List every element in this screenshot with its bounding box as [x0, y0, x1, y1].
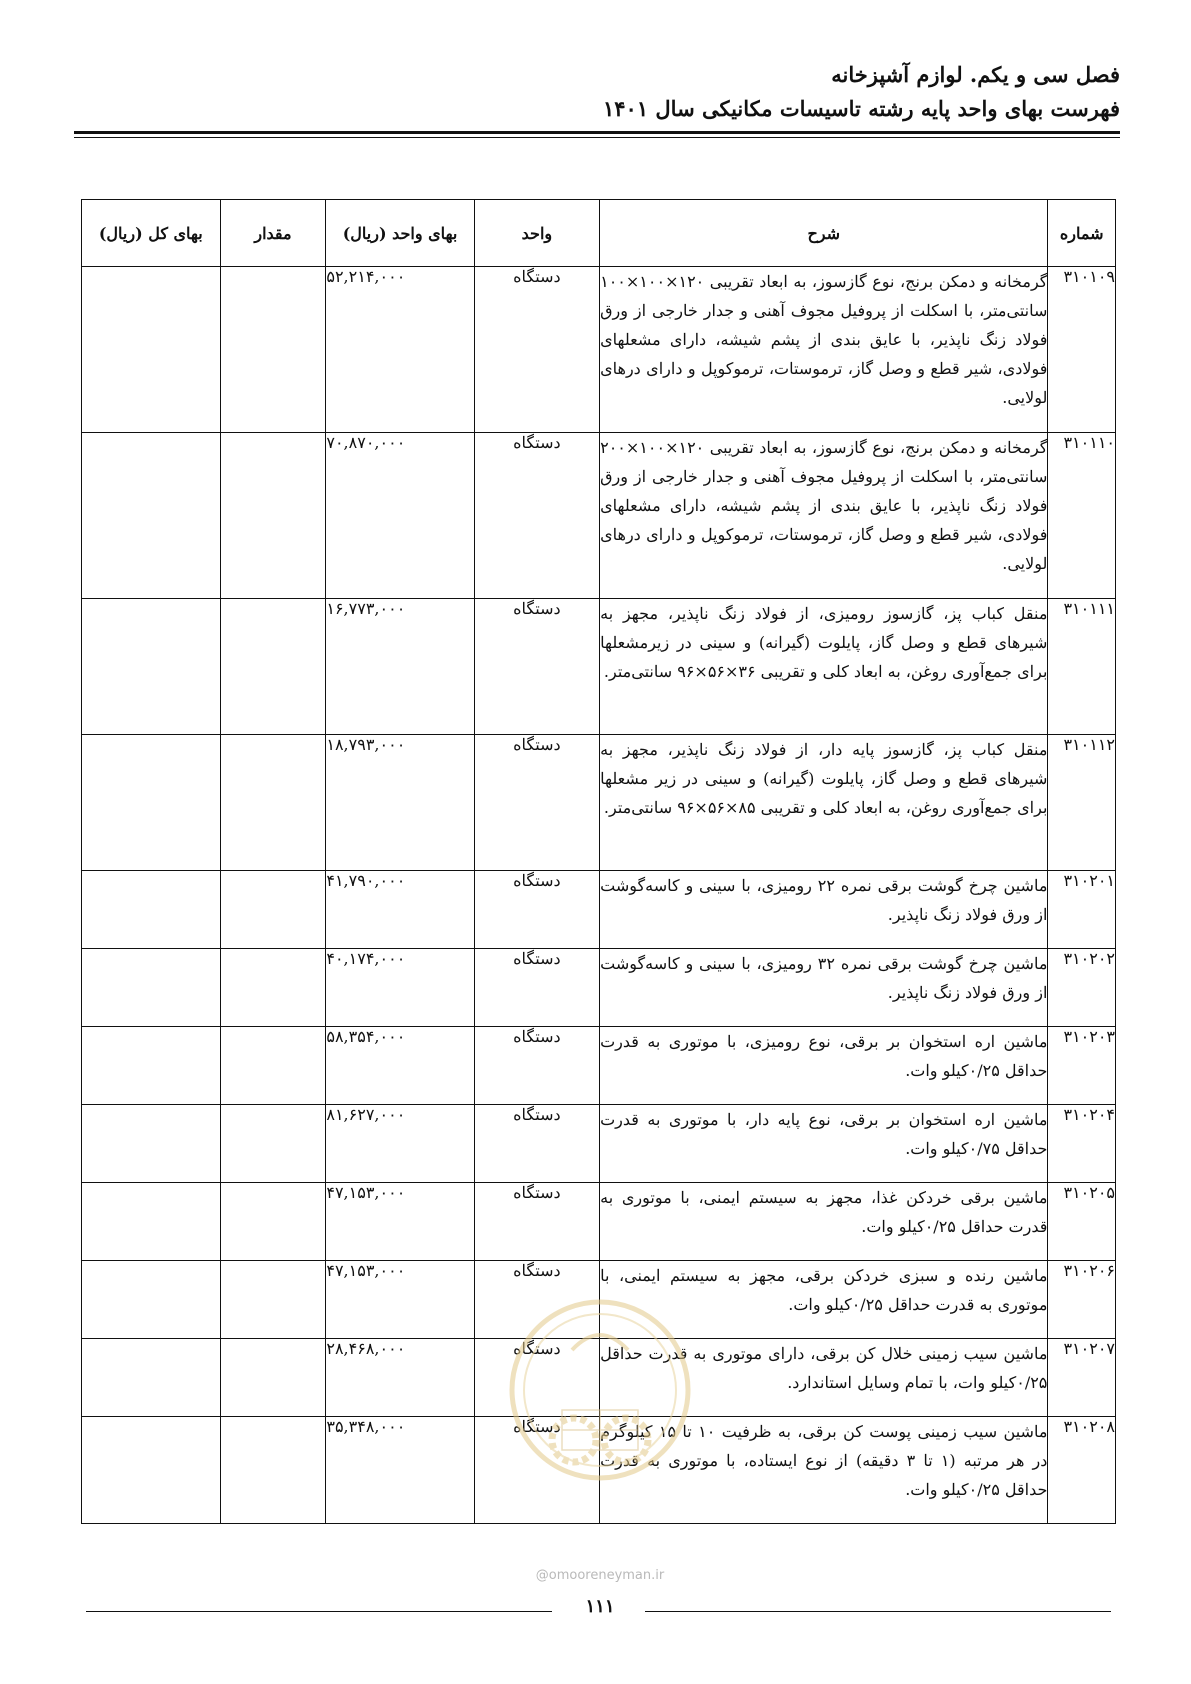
item-quantity: [220, 949, 326, 1027]
item-quantity: [220, 1339, 326, 1417]
item-code: ۳۱۰۱۱۲: [1048, 735, 1116, 871]
item-code: ۳۱۰۲۰۱: [1048, 871, 1116, 949]
item-description: گرمخانه و دمکن برنج، نوع گازسوز، به ابعاد تقریبی ۱۲۰×۱۰۰×۱۰۰ سانتی‌متر، با اسکلت از پروفیل مجوف آهنی و جدار خارجی از ورق فولاد زنگ ناپذیر، با عایق بندی از پشم شیشه، دارای مشعلهای فولادی، شیر قطع و وصل گاز، ترموستات، ترموکوپل و دارای درهای لولایی.: [600, 267, 1048, 433]
item-unit: دستگاه: [474, 433, 599, 599]
item-total: [82, 1261, 221, 1339]
item-total: [82, 735, 221, 871]
price-table: [81, 199, 1116, 1524]
item-total: [82, 1027, 221, 1105]
item-quantity: [220, 1183, 326, 1261]
item-quantity: [220, 267, 326, 433]
item-total: [82, 267, 221, 433]
item-code: ۳۱۰۲۰۸: [1048, 1417, 1116, 1524]
item-code: ۳۱۰۲۰۶: [1048, 1261, 1116, 1339]
item-unit-price: ۴۷,۱۵۳,۰۰۰: [326, 1183, 474, 1261]
table-row: [82, 1261, 1116, 1339]
watermark-site-text: @omooreneyman.ir: [535, 1568, 665, 1583]
item-code: ۳۱۰۲۰۷: [1048, 1339, 1116, 1417]
item-unit: دستگاه: [474, 267, 599, 433]
item-unit-price: ۴۷,۱۵۳,۰۰۰: [326, 1261, 474, 1339]
table-header-row: [82, 200, 1116, 267]
table-row: [82, 267, 1116, 433]
item-quantity: [220, 735, 326, 871]
item-description: ماشین اره استخوان بر برقی، نوع پایه دار، با موتوری به قدرت حداقل ۰/۷۵کیلو وات.: [600, 1105, 1048, 1183]
item-code: ۳۱۰۲۰۲: [1048, 949, 1116, 1027]
item-unit-price: ۴۰,۱۷۴,۰۰۰: [326, 949, 474, 1027]
table-row: [82, 1183, 1116, 1261]
item-unit-price: ۱۶,۷۷۳,۰۰۰: [326, 599, 474, 735]
item-description: ماشین سیب زمینی پوست کن برقی، به ظرفیت ۱۰ تا ۱۵ کیلوگرم در هر مرتبه (۱ تا ۳ دقیقه) از نوع ایستاده، با موتوری به قدرت حداقل ۰/۲۵کیلو وات.: [600, 1417, 1048, 1524]
item-quantity: [220, 1417, 326, 1524]
item-unit: دستگاه: [474, 735, 599, 871]
item-unit: دستگاه: [474, 1183, 599, 1261]
table-row: [82, 949, 1116, 1027]
item-unit: دستگاه: [474, 1027, 599, 1105]
item-unit-price: ۳۵,۳۴۸,۰۰۰: [326, 1417, 474, 1524]
table-row: [82, 1417, 1116, 1524]
item-total: [82, 433, 221, 599]
item-unit-price: ۸۱,۶۲۷,۰۰۰: [326, 1105, 474, 1183]
header-total-price: بهای کل (ریال): [82, 200, 221, 267]
item-total: [82, 949, 221, 1027]
table-row: [82, 735, 1116, 871]
item-quantity: [220, 1105, 326, 1183]
item-quantity: [220, 599, 326, 735]
item-description: ماشین اره استخوان بر برقی، نوع رومیزی، با موتوری به قدرت حداقل ۰/۲۵کیلو وات.: [600, 1027, 1048, 1105]
item-unit: دستگاه: [474, 1261, 599, 1339]
item-code: ۳۱۰۱۱۰: [1048, 433, 1116, 599]
item-total: [82, 599, 221, 735]
item-unit: دستگاه: [474, 1105, 599, 1183]
table-row: [82, 599, 1116, 735]
item-unit: دستگاه: [474, 599, 599, 735]
item-total: [82, 1105, 221, 1183]
item-quantity: [220, 1027, 326, 1105]
item-quantity: [220, 433, 326, 599]
item-total: [82, 1183, 221, 1261]
item-unit-price: ۵۲,۲۱۴,۰۰۰: [326, 267, 474, 433]
header-rule-thin: [74, 137, 1120, 138]
item-description: ماشین چرخ گوشت برقی نمره ۳۲ رومیزی، با سینی و کاسه‌گوشت از ورق فولاد زنگ ناپذیر.: [600, 949, 1048, 1027]
item-quantity: [220, 1261, 326, 1339]
item-code: ۳۱۰۲۰۳: [1048, 1027, 1116, 1105]
item-code: ۳۱۰۲۰۵: [1048, 1183, 1116, 1261]
item-unit-price: ۲۸,۴۶۸,۰۰۰: [326, 1339, 474, 1417]
table-row: [82, 1105, 1116, 1183]
item-unit: دستگاه: [474, 1339, 599, 1417]
item-description: ماشین سیب زمینی خلال کن برقی، دارای موتوری به قدرت حداقل ۰/۲۵کیلو وات، با تمام وسایل استاندارد.: [600, 1339, 1048, 1417]
item-code: ۳۱۰۲۰۴: [1048, 1105, 1116, 1183]
header-quantity: مقدار: [220, 200, 326, 267]
item-unit-price: ۷۰,۸۷۰,۰۰۰: [326, 433, 474, 599]
header-unit-price: بهای واحد (ریال): [326, 200, 474, 267]
page-header: [74, 58, 1120, 126]
item-description: ماشین رنده و سبزی خردکن برقی، مجهز به سیستم ایمنی، با موتوری به قدرت حداقل ۰/۲۵کیلو وات.: [600, 1261, 1048, 1339]
item-description: ماشین برقی خردکن غذا، مجهز به سیستم ایمنی، با موتوری به قدرت حداقل ۰/۲۵کیلو وات.: [600, 1183, 1048, 1261]
item-description: ماشین چرخ گوشت برقی نمره ۲۲ رومیزی، با سینی و کاسه‌گوشت از ورق فولاد زنگ ناپذیر.: [600, 871, 1048, 949]
chapter-title: فصل سی و یکم. لوازم آشپزخانه: [831, 62, 1120, 87]
item-total: [82, 871, 221, 949]
item-total: [82, 1417, 221, 1524]
item-description: منقل کباب پز، گازسوز رومیزی، از فولاد زنگ ناپذیر، مجهز به شیرهای قطع و وصل گاز، پایلوت (گیرانه) و سینی در زیرمشعلها برای جمع‌آوری روغن، به ابعاد کلی و تقریبی ۳۶×۵۶×۹۶ سانتی‌متر.: [600, 599, 1048, 735]
footer-rule-right: [645, 1611, 1111, 1612]
table-row: [82, 1339, 1116, 1417]
item-unit-price: ۱۸,۷۹۳,۰۰۰: [326, 735, 474, 871]
item-unit: دستگاه: [474, 1417, 599, 1524]
footer-rule-left: [86, 1611, 552, 1612]
header-code: شماره: [1048, 200, 1116, 267]
header-description: شرح: [600, 200, 1048, 267]
item-unit: دستگاه: [474, 949, 599, 1027]
table-row: [82, 871, 1116, 949]
item-description: منقل کباب پز، گازسوز پایه دار، از فولاد زنگ ناپذیر، مجهز به شیرهای قطع و وصل گاز، پایلوت (گیرانه) و سینی در زیر مشعلها برای جمع‌آوری روغن، به ابعاد کلی و تقریبی ۸۵×۵۶×۹۶ سانتی‌متر.: [600, 735, 1048, 871]
item-unit-price: ۴۱,۷۹۰,۰۰۰: [326, 871, 474, 949]
item-code: ۳۱۰۱۱۱: [1048, 599, 1116, 735]
table-row: [82, 1027, 1116, 1105]
table-row: [82, 433, 1116, 599]
item-quantity: [220, 871, 326, 949]
header-unit: واحد: [474, 200, 599, 267]
price-list-subtitle: فهرست بهای واحد پایه رشته تاسیسات مکانیکی سال ۱۴۰۱: [602, 96, 1120, 121]
item-unit-price: ۵۸,۳۵۴,۰۰۰: [326, 1027, 474, 1105]
item-unit: دستگاه: [474, 871, 599, 949]
page-number: ۱۱۱: [585, 1596, 615, 1617]
item-code: ۳۱۰۱۰۹: [1048, 267, 1116, 433]
item-total: [82, 1339, 221, 1417]
item-description: گرمخانه و دمکن برنج، نوع گازسوز، به ابعاد تقریبی ۱۲۰×۱۰۰×۲۰۰ سانتی‌متر، با اسکلت از پروفیل مجوف آهنی و جدار خارجی از ورق فولاد زنگ ناپذیر، با عایق بندی از پشم شیشه، دارای مشعلهای فولادی، شیر قطع و وصل گاز، ترموستات، ترموکوپل و دارای درهای لولایی.: [600, 433, 1048, 599]
header-rule-thick: [74, 131, 1120, 134]
